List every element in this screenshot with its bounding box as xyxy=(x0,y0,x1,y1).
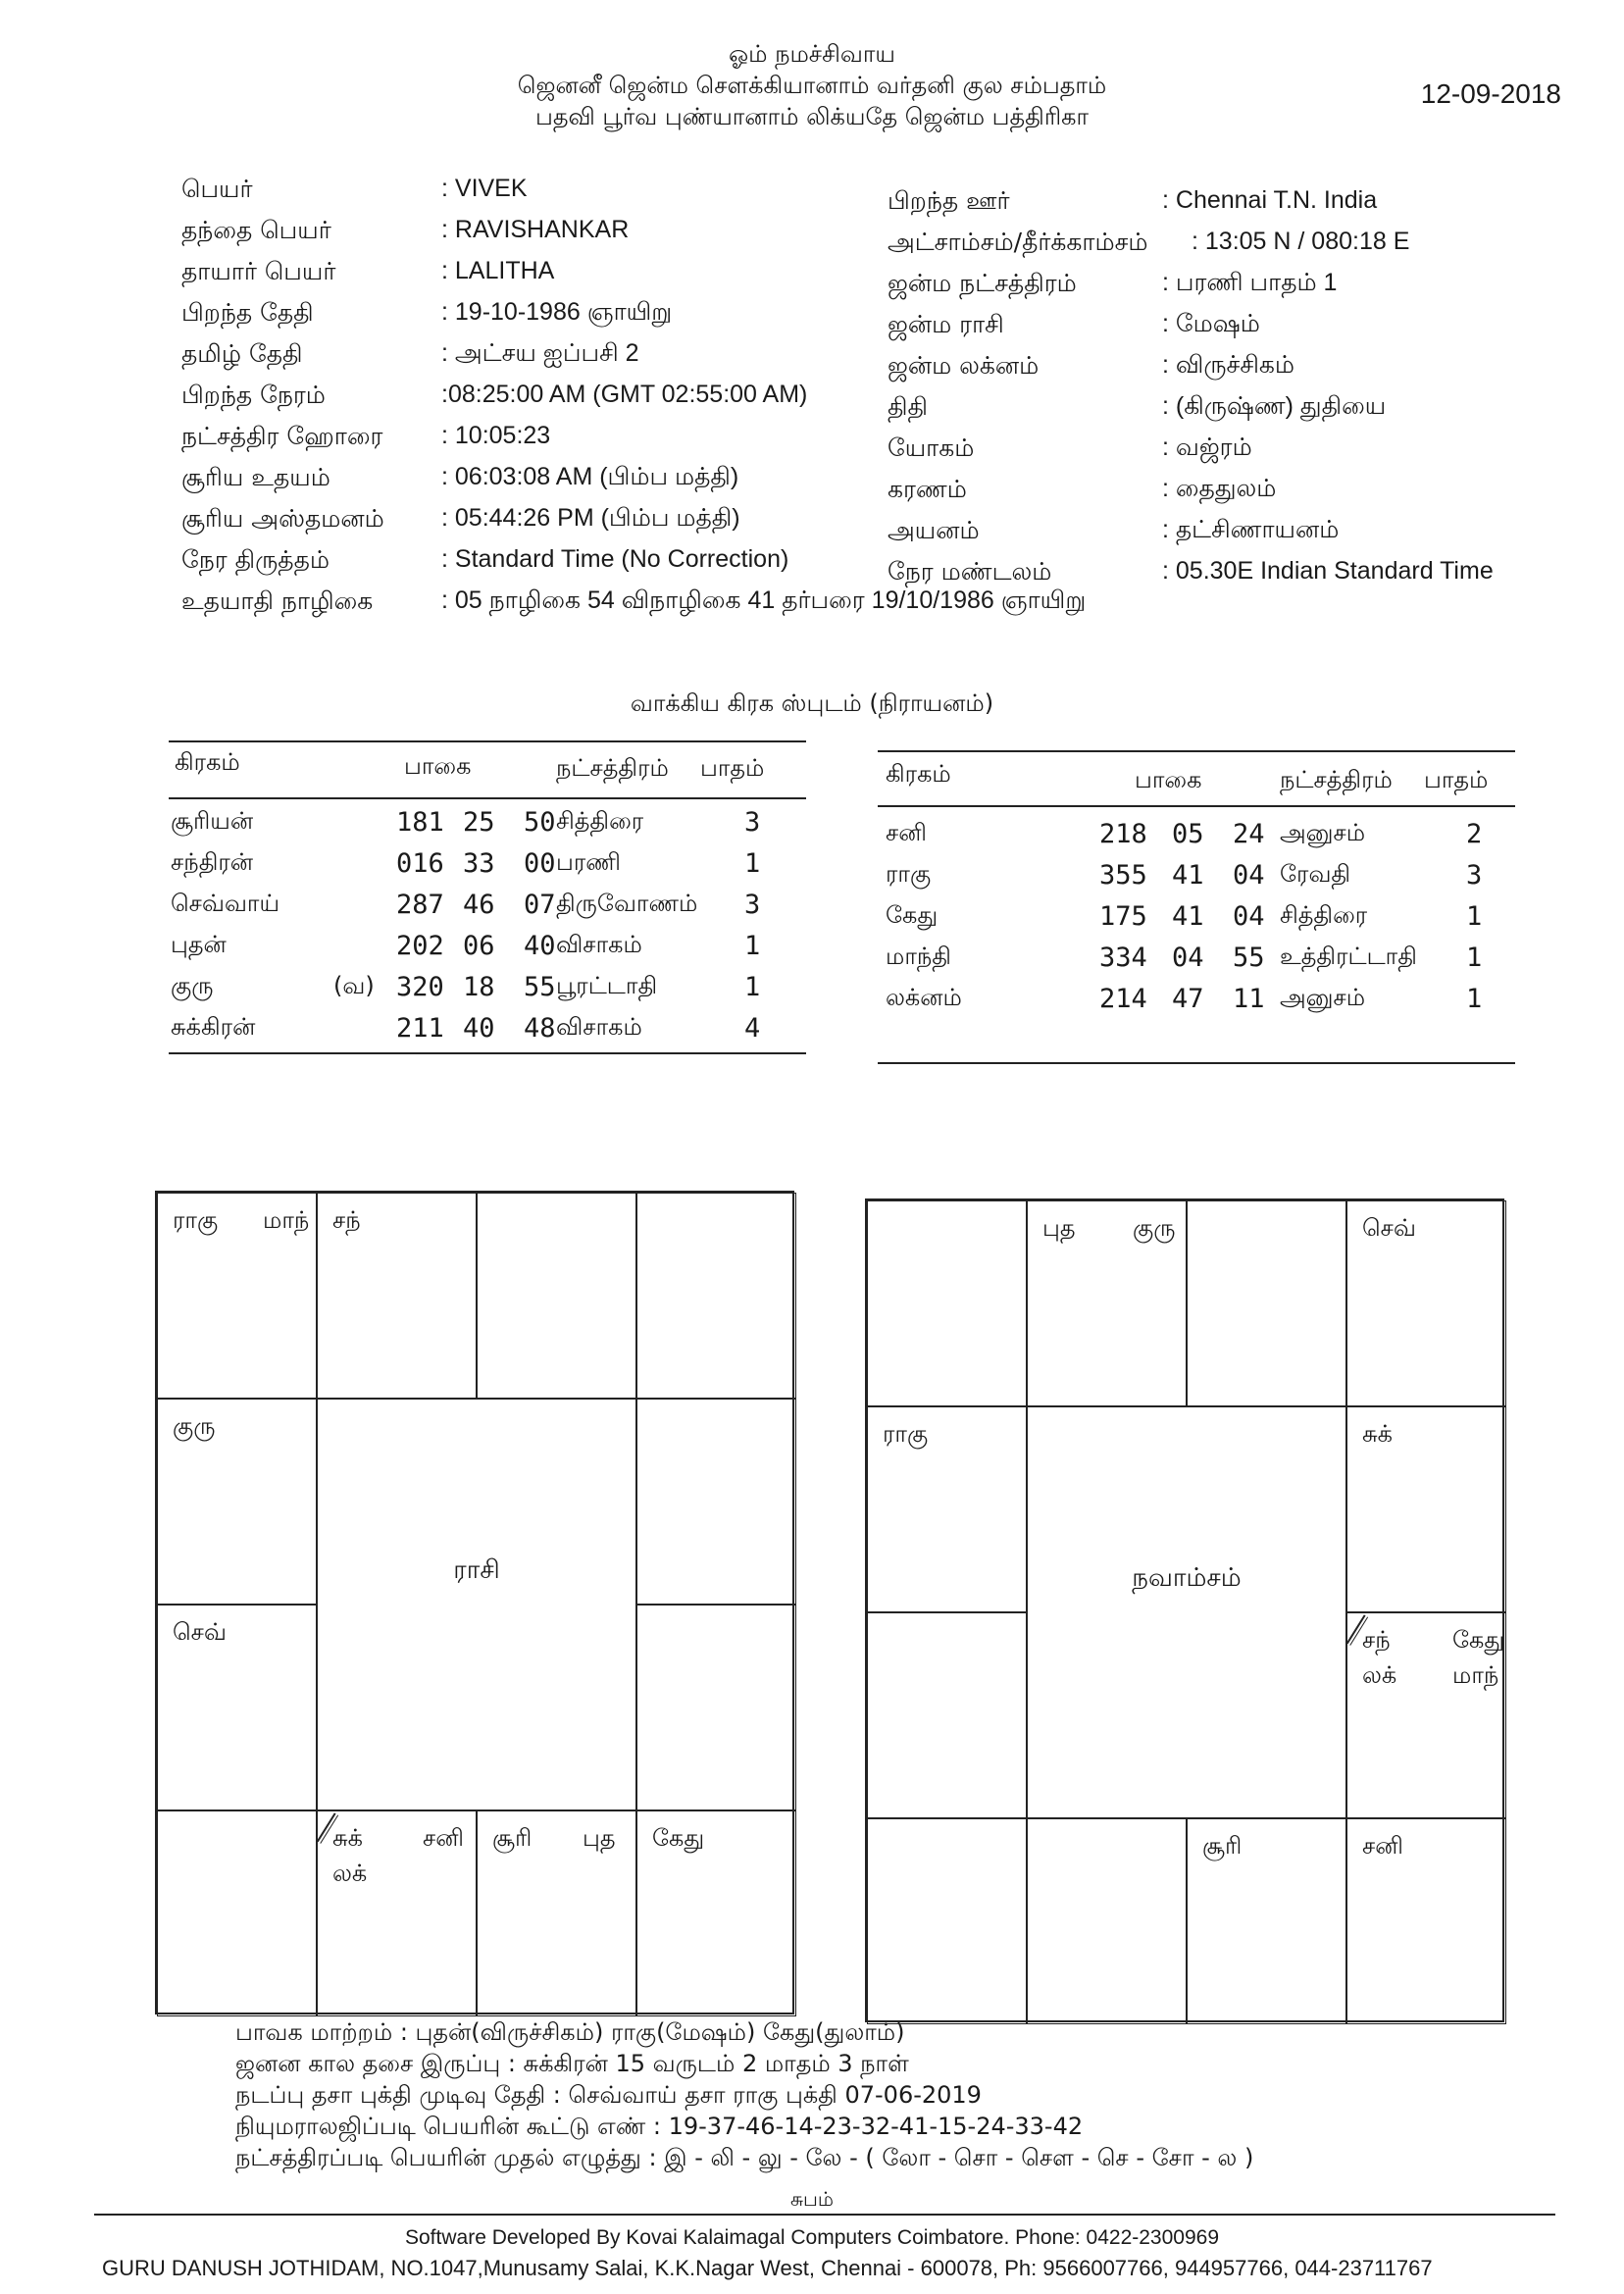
planet-degree: 320 xyxy=(396,972,444,1002)
planet-name: லக்னம் xyxy=(886,984,962,1011)
planet-pada: 1 xyxy=(1466,943,1483,973)
planet-label: புத xyxy=(583,1824,616,1852)
info-value: :08:25:00 AM (GMT 02:55:00 AM) xyxy=(441,381,808,408)
info-value: : 10:05:23 xyxy=(441,422,551,449)
info-label: பிறந்த ஊர் xyxy=(888,186,1010,215)
planet-minute: 41 xyxy=(1172,860,1204,891)
planet-degree: 211 xyxy=(396,1013,444,1044)
planet-label: சனி xyxy=(1362,1832,1403,1860)
planet-nakshatra: அனுசம் xyxy=(1280,984,1366,1011)
planet-label: சுக் xyxy=(332,1824,364,1852)
planet-second: 50 xyxy=(524,807,556,838)
planet-minute: 47 xyxy=(1172,984,1204,1014)
print-date: 12-09-2018 xyxy=(1420,78,1561,109)
info-label: ஜன்ம லக்னம் xyxy=(888,351,1040,380)
planet-label: கேது xyxy=(1452,1626,1505,1654)
planet-table-right xyxy=(878,750,1515,1074)
planet-label: செவ் xyxy=(1362,1214,1416,1242)
closing-blessing: சுபம் xyxy=(789,2187,835,2211)
name-letters: நட்சத்திரப்படி பெயரின் முதல் எழுத்து : இ - லி - லு - லே - ( லோ - சொ - சௌ - செ - சோ - ல ) xyxy=(235,2144,1254,2171)
house-meenam xyxy=(867,1200,1027,1406)
info-value: : RAVISHANKAR xyxy=(441,216,630,243)
header-bhagai: பாகை xyxy=(1135,766,1202,793)
house-viruchigam xyxy=(1027,1818,1187,2024)
info-label: யோகம் xyxy=(888,433,975,462)
info-value: : 06:03:08 AM (பிம்ப மத்தி) xyxy=(441,463,739,490)
info-label: நேர மண்டலம் xyxy=(888,557,1052,586)
planet-degree: 181 xyxy=(396,807,444,838)
software-credit: Software Developed By Kovai Kalaimagal Computers Coimbatore. Phone: 0422-2300969 xyxy=(405,2226,1219,2249)
planet-second: 40 xyxy=(524,931,556,961)
info-value: : LALITHA xyxy=(441,257,555,284)
planet-positions-title: வாக்கிய கிரக ஸ்புடம் (நிராயனம்) xyxy=(630,689,994,717)
planet-label: ராகு xyxy=(883,1420,929,1448)
header-padam: பாதம் xyxy=(1424,766,1489,793)
planet-minute: 41 xyxy=(1172,901,1204,932)
house-rishabam xyxy=(477,1193,636,1399)
planet-name: மாந்தி xyxy=(886,943,951,970)
house-dhanusu xyxy=(867,1818,1027,2024)
planet-second: 55 xyxy=(1233,943,1265,973)
numerology-numbers: நியுமராலஜிப்படி பெயரின் கூட்டு எண் : 19-37-46-14-23-32-41-15-24-33-42 xyxy=(235,2113,1084,2140)
info-value: : 13:05 N / 080:18 E xyxy=(1192,228,1410,255)
planet-name: புதன் xyxy=(171,931,227,958)
info-value: : வஜ்ரம் xyxy=(1162,433,1252,461)
info-label: பிறந்த தேதி xyxy=(181,298,314,327)
planet-name: சூரியன் xyxy=(171,807,254,835)
planet-name: கேது xyxy=(886,901,939,929)
planet-pada: 3 xyxy=(744,807,761,838)
info-label: ஜன்ம நட்சத்திரம் xyxy=(888,269,1077,297)
planet-label: செவ் xyxy=(173,1618,227,1646)
planet-pada: 1 xyxy=(1466,901,1483,932)
planet-second: 11 xyxy=(1233,984,1265,1014)
planet-label: கேது xyxy=(652,1824,705,1852)
info-value: : விருச்சிகம் xyxy=(1162,351,1295,379)
info-label: தந்தை பெயர் xyxy=(181,216,331,244)
planet-name: சுக்கிரன் xyxy=(171,1013,256,1041)
house-simham xyxy=(636,1605,796,1810)
house-kadagam xyxy=(636,1399,796,1605)
footer-divider xyxy=(94,2214,1555,2216)
retrograde-marker: (வ) xyxy=(333,972,375,999)
planet-nakshatra: திருவோணம் xyxy=(556,890,698,917)
rasi-chart-title: ராசி xyxy=(453,1555,500,1585)
planet-nakshatra: பூரட்டாதி xyxy=(556,972,658,999)
planet-name: சனி xyxy=(886,819,927,846)
planet-second: 48 xyxy=(524,1013,556,1044)
info-label: நட்சத்திர ஹோரை xyxy=(181,422,383,450)
planet-second: 24 xyxy=(1233,819,1265,849)
info-value: : தைதுலம் xyxy=(1162,475,1277,502)
info-label: கரணம் xyxy=(888,475,967,503)
planet-label: லக் xyxy=(1362,1661,1397,1689)
house-dhanusu xyxy=(157,1810,317,2016)
house-mithunam xyxy=(636,1193,796,1399)
planet-minute: 33 xyxy=(463,848,495,879)
planet-degree: 334 xyxy=(1099,943,1147,973)
planet-degree: 214 xyxy=(1099,984,1147,1014)
planet-name: ராகு xyxy=(886,860,932,888)
header-bhagai: பாகை xyxy=(404,752,472,780)
planet-second: 00 xyxy=(524,848,556,879)
planet-nakshatra: உத்திரட்டாதி xyxy=(1280,943,1417,970)
planet-label: மாந் xyxy=(263,1206,310,1234)
planet-minute: 46 xyxy=(463,890,495,920)
planet-minute: 25 xyxy=(463,807,495,838)
planet-nakshatra: ரேவதி xyxy=(1280,860,1351,888)
info-value: : 19-10-1986 ஞாயிறு xyxy=(441,298,673,326)
planet-nakshatra: விசாகம் xyxy=(556,1013,642,1041)
info-value: : 05.30E Indian Standard Time xyxy=(1162,557,1494,585)
planet-degree: 287 xyxy=(396,890,444,920)
info-label: தாயார் பெயர் xyxy=(181,257,336,285)
info-label: பிறந்த நேரம் xyxy=(181,381,326,409)
planet-table-left xyxy=(169,740,806,1064)
planet-second: 04 xyxy=(1233,901,1265,932)
planet-label: சந் xyxy=(1362,1626,1391,1654)
planet-label: குரு xyxy=(173,1412,216,1440)
planet-name: சந்திரன் xyxy=(171,848,254,876)
planet-label: சந் xyxy=(332,1206,361,1234)
planet-nakshatra: பரணி xyxy=(556,848,621,876)
planet-minute: 04 xyxy=(1172,943,1204,973)
planet-pada: 3 xyxy=(744,890,761,920)
planet-pada: 4 xyxy=(744,1013,761,1044)
planet-minute: 18 xyxy=(463,972,495,1002)
planet-pada: 2 xyxy=(1466,819,1483,849)
planet-second: 07 xyxy=(524,890,556,920)
table-rule xyxy=(169,797,806,799)
planet-label: சூரி xyxy=(1202,1832,1243,1860)
sloka-line-2: பதவி பூர்வ புண்யானாம் லிக்யதே ஜென்ம பத்திரிகா xyxy=(534,103,1090,130)
info-value: : (கிருஷ்ண) துதியை xyxy=(1162,392,1387,420)
info-label: தமிழ் தேதி xyxy=(181,339,303,368)
info-label: ஜன்ம ராசி xyxy=(888,310,1004,338)
info-value: : தட்சிணாயனம் xyxy=(1162,516,1340,543)
rasi-chart xyxy=(155,1191,794,2014)
planet-label: லக் xyxy=(332,1860,368,1887)
planet-minute: 40 xyxy=(463,1013,495,1044)
planet-pada: 1 xyxy=(744,848,761,879)
current-dasa-bhukti: நடப்பு தசா புக்தி முடிவு தேதி : செவ்வாய் தசா ராகு புக்தி 07-06-2019 xyxy=(235,2081,982,2109)
sloka-line-1: ஜெனனீ ஜென்ம சௌக்கியானாம் வர்தனி குல சம்பதாம் xyxy=(517,72,1107,99)
planet-name: குரு xyxy=(171,972,214,999)
planet-label: சுக் xyxy=(1362,1420,1394,1448)
planet-pada: 3 xyxy=(1466,860,1483,891)
planet-label: சூரி xyxy=(492,1824,533,1852)
info-label: நேர திருத்தம் xyxy=(181,545,330,574)
header-graham: கிரகம் xyxy=(175,748,240,776)
info-value: : Chennai T.N. India xyxy=(1162,186,1378,214)
planet-label: ராகு xyxy=(173,1206,219,1234)
planet-label: மாந் xyxy=(1452,1661,1499,1689)
planet-second: 04 xyxy=(1233,860,1265,891)
planet-label: சனி xyxy=(423,1824,464,1852)
navamsa-chart xyxy=(865,1198,1504,2022)
info-label: அயனம் xyxy=(888,516,980,544)
planet-pada: 1 xyxy=(744,931,761,961)
info-label: அட்சாம்சம்/தீர்க்காம்சம் xyxy=(888,228,1148,256)
info-label: சூரிய உதயம் xyxy=(181,463,330,491)
planet-pada: 1 xyxy=(744,972,761,1002)
dasa-balance: ஜனன கால தசை இருப்பு : சுக்கிரன் 15 வருடம் 2 மாதம் 3 நாள் xyxy=(235,2050,909,2077)
header-nakshatra: நட்சத்திரம் xyxy=(556,754,669,782)
astrologer-address: GURU DANUSH JOTHIDAM, NO.1047,Munusamy Salai, K.K.Nagar West, Chennai - 600078, Ph: 9566007766, 944957766, 044-23711767 xyxy=(102,2256,1433,2280)
planet-second: 55 xyxy=(524,972,556,1002)
info-label: திதி xyxy=(888,392,928,421)
planet-degree: 175 xyxy=(1099,901,1147,932)
info-value: : 05:44:26 PM (பிம்ப மத்தி) xyxy=(441,504,740,532)
info-label: உதயாதி நாழிகை xyxy=(181,586,374,615)
header-graham: கிரகம் xyxy=(886,760,951,788)
planet-degree: 218 xyxy=(1099,819,1147,849)
bhavaga-change: பாவக மாற்றம் : புதன்(விருச்சிகம்) ராகு(மேஷம்) கேது(துலாம்) xyxy=(235,2018,905,2046)
chart-center xyxy=(1027,1406,1346,1818)
planet-label: புத xyxy=(1042,1214,1076,1242)
planet-minute: 05 xyxy=(1172,819,1204,849)
info-value: : VIVEK xyxy=(441,175,528,202)
table-rule xyxy=(878,750,1515,752)
table-rule xyxy=(878,805,1515,807)
info-value: : மேஷம் xyxy=(1162,310,1260,337)
table-rule xyxy=(169,740,806,742)
header-padam: பாதம் xyxy=(700,754,765,782)
planet-label: குரு xyxy=(1133,1214,1176,1242)
info-value: : அட்சய ஐப்பசி 2 xyxy=(441,339,639,367)
info-value: : Standard Time (No Correction) xyxy=(441,545,789,573)
info-label: பெயர் xyxy=(181,175,253,203)
house-makaram xyxy=(867,1612,1027,1818)
planet-degree: 202 xyxy=(396,931,444,961)
planet-nakshatra: சித்திரை xyxy=(1280,901,1368,929)
header-nakshatra: நட்சத்திரம் xyxy=(1280,766,1393,793)
planet-nakshatra: விசாகம் xyxy=(556,931,642,958)
chart-center xyxy=(317,1399,636,1810)
planet-minute: 06 xyxy=(463,931,495,961)
planet-pada: 1 xyxy=(1466,984,1483,1014)
planet-name: செவ்வாய் xyxy=(171,890,280,917)
planet-degree: 016 xyxy=(396,848,444,879)
house-rishabam xyxy=(1187,1200,1346,1406)
table-rule xyxy=(878,1062,1515,1064)
invocation-heading: ஓம் நமச்சிவாய xyxy=(729,40,895,68)
info-value: : 05 நாழிகை 54 விநாழிகை 41 தர்பரை 19/10/1986 ஞாயிறு xyxy=(441,586,1087,614)
table-rule xyxy=(169,1052,806,1054)
planet-nakshatra: சித்திரை xyxy=(556,807,644,835)
info-value: : பரணி பாதம் 1 xyxy=(1162,269,1338,296)
info-label: சூரிய அஸ்தமனம் xyxy=(181,504,384,533)
planet-nakshatra: அனுசம் xyxy=(1280,819,1366,846)
summary-notes xyxy=(235,2018,1253,2175)
navamsa-chart-title: நவாம்சம் xyxy=(1132,1563,1242,1593)
planet-degree: 355 xyxy=(1099,860,1147,891)
